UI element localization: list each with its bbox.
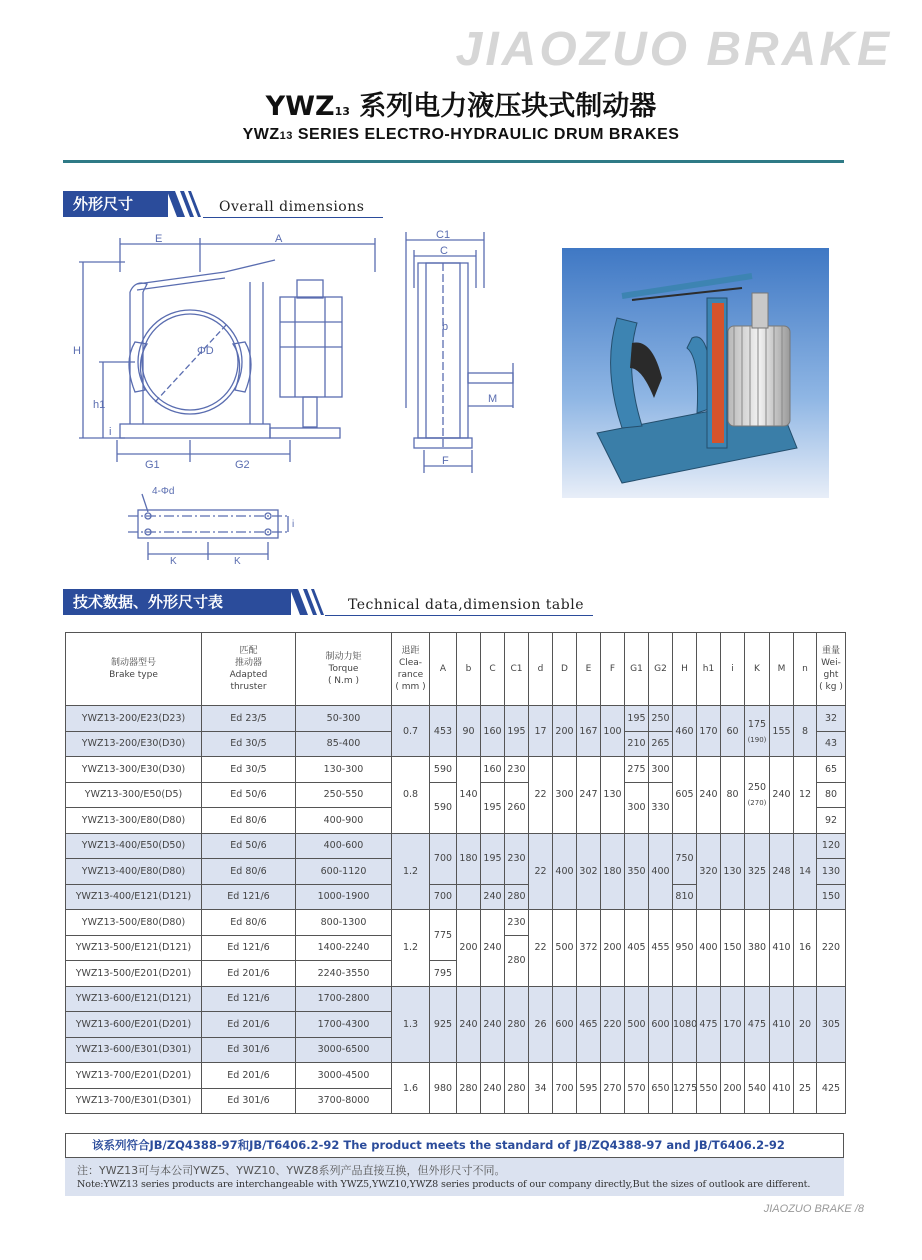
table-cell: 17 (529, 706, 553, 757)
notes-box (65, 1158, 844, 1196)
table-cell: 325 (745, 833, 770, 910)
table-cell: YWZ13-600/E301(D301) (66, 1037, 202, 1063)
table-cell: 20 (794, 986, 817, 1063)
table-cell: 280 (457, 1063, 481, 1114)
dim-label-C1: C1 (436, 229, 451, 241)
header-rule (63, 160, 844, 163)
k-value: 250 (747, 782, 767, 794)
k-alt-value: (270) (747, 799, 767, 808)
table-cell: 150 (721, 910, 745, 987)
table-cell: Ed 201/6 (202, 1012, 296, 1038)
table-cell: 160 (481, 706, 505, 757)
table-cell: 410 (770, 986, 794, 1063)
table-cell: 1.2 (392, 910, 430, 987)
table-cell: YWZ13-400/E121(D121) (66, 884, 202, 910)
table-cell: 2240-3550 (296, 961, 392, 987)
technical-data-table (65, 632, 846, 1114)
section-label-cn: 技术数据、外形尺寸表 (63, 589, 291, 615)
table-cell: 280 (505, 884, 529, 910)
table-cell: 240 (481, 884, 505, 910)
table-cell: 25 (794, 1063, 817, 1114)
table-header-cell: E (577, 633, 601, 706)
table-cell: 475 (697, 986, 721, 1063)
table-cell: 600 (553, 986, 577, 1063)
table-cell: YWZ13-300/E50(D5) (66, 782, 202, 808)
table-cell: 22 (529, 757, 553, 834)
table-cell: 92 (817, 808, 846, 834)
table-cell: 65 (817, 757, 846, 783)
table-cell: YWZ13-400/E50(D50) (66, 833, 202, 859)
table-header-cell: n (794, 633, 817, 706)
table-cell: 85-400 (296, 731, 392, 757)
table-cell: 380 (745, 910, 770, 987)
table-cell: 240 (770, 757, 794, 834)
table-cell: 400 (697, 910, 721, 987)
table-cell: Ed 23/5 (202, 706, 296, 732)
page-footer: JIAOZUO BRAKE /8 (763, 1203, 864, 1215)
table-cell: 372 (577, 910, 601, 987)
table-cell: 500 (625, 986, 649, 1063)
table-cell: 590 (430, 757, 457, 783)
table-cell: 425 (817, 1063, 846, 1114)
table-cell: 26 (529, 986, 553, 1063)
front-view-drawing (75, 232, 375, 472)
table-cell: 550 (697, 1063, 721, 1114)
table-cell: 1700-4300 (296, 1012, 392, 1038)
table-cell: 810 (673, 884, 697, 910)
table-cell: 130-300 (296, 757, 392, 783)
section-label-cn: 外形尺寸 (63, 191, 168, 217)
table-cell: 80 (817, 782, 846, 808)
table-cell: 130 (721, 833, 745, 910)
table-cell: 980 (430, 1063, 457, 1114)
side-view-drawing (396, 228, 526, 478)
table-cell: 240 (697, 757, 721, 834)
section-underline (203, 217, 383, 218)
table-cell: 230 (505, 757, 529, 783)
table-cell: 16 (794, 910, 817, 987)
section-label-en: Technical data,dimension table (348, 597, 585, 613)
dim-label-b: b (442, 321, 449, 333)
table-header-row (66, 633, 846, 706)
table-header-cell: C (481, 633, 505, 706)
table-cell: 90 (457, 706, 481, 757)
table-header-cell: C1 (505, 633, 529, 706)
table-cell: 302 (577, 833, 601, 910)
table-cell: 270 (601, 1063, 625, 1114)
dim-label-holes: 4-Φd (152, 486, 175, 497)
table-cell: 595 (577, 1063, 601, 1114)
table-cell: Ed 201/6 (202, 1063, 296, 1089)
table-cell: 220 (817, 910, 846, 987)
dim-label-G1: G1 (145, 459, 160, 471)
table-cell: 240 (481, 1063, 505, 1114)
table-cell: 130 (601, 757, 625, 834)
table-header-cell: h1 (697, 633, 721, 706)
table-cell: 14 (794, 833, 817, 910)
table-row (66, 833, 846, 859)
table-cell: 34 (529, 1063, 553, 1114)
dim-label-H: H (73, 345, 81, 357)
table-cell: 60 (721, 706, 745, 757)
table-header-cell: 退距 Clea- rance ( mm ) (392, 633, 430, 706)
table-cell: YWZ13-700/E301(D301) (66, 1088, 202, 1114)
table-row (66, 910, 846, 936)
table-cell: YWZ13-500/E121(D121) (66, 935, 202, 961)
table-cell: 3000-4500 (296, 1063, 392, 1089)
table-cell: 1700-2800 (296, 986, 392, 1012)
dim-label-i: i (109, 426, 112, 438)
table-cell: 170 (697, 706, 721, 757)
table-cell: 43 (817, 731, 846, 757)
table-cell: 100 (601, 706, 625, 757)
table-cell: Ed 80/6 (202, 808, 296, 834)
table-cell: 795 (430, 961, 457, 987)
table-header-cell: F (601, 633, 625, 706)
table-cell (745, 706, 770, 757)
table-header-cell: 重量 Wei- ght ( kg ) (817, 633, 846, 706)
table-cell: 240 (481, 986, 505, 1063)
table-cell: 200 (553, 706, 577, 757)
table-cell: 250-550 (296, 782, 392, 808)
table-cell: 400-900 (296, 808, 392, 834)
table-cell: 195 (505, 706, 529, 757)
standard-note: 该系列符合JB/ZQ4388-97和JB/T6406.2-92 The product meets the standard of JB/ZQ4388-97 and JB/T6406.2-92 (65, 1133, 844, 1158)
section-underline (325, 615, 593, 616)
table-cell: 250 (649, 706, 673, 732)
table-cell: 80 (721, 757, 745, 834)
table-cell: 200 (601, 910, 625, 987)
table-cell: Ed 50/6 (202, 833, 296, 859)
dim-label-h1: h1 (93, 399, 106, 411)
table-cell: 247 (577, 757, 601, 834)
table-cell: 195 (625, 706, 649, 732)
table-cell: 1000-1900 (296, 884, 392, 910)
table-cell: Ed 121/6 (202, 986, 296, 1012)
table-cell: 540 (745, 1063, 770, 1114)
table-cell: Ed 201/6 (202, 961, 296, 987)
table-cell: 455 (649, 910, 673, 987)
table-cell: 350 (625, 833, 649, 910)
table-cell: 475 (745, 986, 770, 1063)
table-cell: 150 (817, 884, 846, 910)
table-cell: 320 (697, 833, 721, 910)
table-cell: 167 (577, 706, 601, 757)
table-cell: 200 (457, 910, 481, 987)
table-cell: 1.3 (392, 986, 430, 1063)
table-cell: 600-1120 (296, 859, 392, 885)
table-cell: YWZ13-200/E23(D23) (66, 706, 202, 732)
table-cell: 925 (430, 986, 457, 1063)
table-cell: 180 (601, 833, 625, 910)
table-cell: 230 (505, 833, 529, 884)
k-alt-value: (190) (747, 735, 767, 744)
table-cell: 700 (430, 884, 457, 910)
table-cell: YWZ13-500/E201(D201) (66, 961, 202, 987)
table-cell: 465 (577, 986, 601, 1063)
table-cell: 0.7 (392, 706, 430, 757)
table-cell: 275 (625, 757, 649, 783)
dim-label-K-left: K (170, 556, 177, 567)
table-cell: 210 (625, 731, 649, 757)
table-cell: 650 (649, 1063, 673, 1114)
table-header-cell: M (770, 633, 794, 706)
table-cell: 0.8 (392, 757, 430, 834)
table-cell: 775 (430, 910, 457, 961)
base-hole-drawing (118, 482, 308, 566)
section-slashes-icon (167, 191, 207, 217)
table-row (66, 1063, 846, 1089)
table-header-cell: K (745, 633, 770, 706)
table-cell: 170 (721, 986, 745, 1063)
table-cell: 155 (770, 706, 794, 757)
table-cell: 300 (625, 782, 649, 833)
table-row (66, 986, 846, 1012)
table-cell: 460 (673, 706, 697, 757)
table-cell: 280 (505, 935, 529, 986)
table-cell: 400 (553, 833, 577, 910)
table-cell: 240 (457, 986, 481, 1063)
dim-label-C: C (440, 245, 448, 257)
table-cell: 140 (457, 757, 481, 834)
table-cell: YWZ13-700/E201(D201) (66, 1063, 202, 1089)
dim-label-E: E (155, 233, 163, 245)
table-cell: 1080 (673, 986, 697, 1063)
table-header-cell: G1 (625, 633, 649, 706)
table-cell: Ed 80/6 (202, 859, 296, 885)
table-header-cell: 匹配 推动器 Adapted thruster (202, 633, 296, 706)
table-header-cell: H (673, 633, 697, 706)
table-cell: YWZ13-300/E80(D80) (66, 808, 202, 834)
table-cell: 230 (505, 910, 529, 936)
table-cell: 600 (649, 986, 673, 1063)
dim-label-G2: G2 (235, 459, 250, 471)
note-en: Note:YWZ13 series products are interchangeable with YWZ5,YWZ10,YWZ8 series products of our company directly,But the sizes of outlook are different. (77, 1179, 811, 1190)
table-cell: 410 (770, 910, 794, 987)
table-cell: 1.6 (392, 1063, 430, 1114)
table-cell: Ed 30/5 (202, 757, 296, 783)
table-cell: 195 (481, 833, 505, 884)
table-cell: Ed 301/6 (202, 1037, 296, 1063)
table-cell: 605 (673, 757, 697, 834)
table-cell: 405 (625, 910, 649, 987)
table-header-cell: 制动器型号 Brake type (66, 633, 202, 706)
table-cell: 1.2 (392, 833, 430, 910)
table-cell: 570 (625, 1063, 649, 1114)
table-cell: 12 (794, 757, 817, 834)
dim-label-A: A (275, 233, 283, 245)
product-photo (562, 248, 829, 498)
table-cell: 240 (481, 910, 505, 987)
section-overall-dimensions (63, 191, 383, 217)
table-cell: 248 (770, 833, 794, 910)
page-title-en: YWZ13 SERIES ELECTRO-HYDRAULIC DRUM BRAKES (242, 126, 680, 143)
table-header-cell: i (721, 633, 745, 706)
table-cell (457, 884, 481, 910)
table-row (66, 706, 846, 732)
table-cell: YWZ13-600/E121(D121) (66, 986, 202, 1012)
table-cell: Ed 121/6 (202, 935, 296, 961)
dim-label-D: ΦD (197, 345, 214, 357)
table-cell: 195 (481, 782, 505, 833)
table-cell: 50-300 (296, 706, 392, 732)
table-cell: YWZ13-300/E30(D30) (66, 757, 202, 783)
table-cell: 1400-2240 (296, 935, 392, 961)
table-cell: 500 (553, 910, 577, 987)
note-cn: 注：YWZ13可与本公司YWZ5、YWZ10、YWZ8系列产品直接互换，但外形尺寸不同。 (77, 1164, 506, 1177)
table-cell: 160 (481, 757, 505, 783)
table-cell: YWZ13-600/E201(D201) (66, 1012, 202, 1038)
table-cell: 1275 (673, 1063, 697, 1114)
section-technical-data (63, 589, 593, 615)
table-cell: 305 (817, 986, 846, 1063)
table-cell: Ed 50/6 (202, 782, 296, 808)
table-cell: 300 (649, 757, 673, 783)
table-cell: 120 (817, 833, 846, 859)
table-cell: 400-600 (296, 833, 392, 859)
table-header-cell: d (529, 633, 553, 706)
table-cell: Ed 80/6 (202, 910, 296, 936)
dim-label-i-small: i (292, 519, 295, 530)
section-slashes-icon (290, 589, 330, 615)
table-row (66, 757, 846, 783)
table-cell: 22 (529, 833, 553, 910)
table-header-cell: D (553, 633, 577, 706)
table-cell: 22 (529, 910, 553, 987)
dim-label-M: M (488, 393, 498, 405)
k-value: 175 (747, 718, 767, 730)
table-cell: 3000-6500 (296, 1037, 392, 1063)
table-cell: Ed 121/6 (202, 884, 296, 910)
table-header-cell: A (430, 633, 457, 706)
table-cell: 300 (553, 757, 577, 834)
dim-label-K-right: K (234, 556, 241, 567)
table-cell: 800-1300 (296, 910, 392, 936)
table-cell: 700 (553, 1063, 577, 1114)
table-cell: 3700-8000 (296, 1088, 392, 1114)
table-cell: 130 (817, 859, 846, 885)
table-cell: YWZ13-400/E80(D80) (66, 859, 202, 885)
table-cell: 400 (649, 833, 673, 910)
brand-watermark: JIAOZUO BRAKE (455, 23, 892, 76)
table-cell: 8 (794, 706, 817, 757)
table-cell (745, 757, 770, 834)
dim-label-F: F (442, 455, 449, 467)
table-header-cell: G2 (649, 633, 673, 706)
table-cell: Ed 301/6 (202, 1088, 296, 1114)
table-cell: 200 (721, 1063, 745, 1114)
table-cell: YWZ13-200/E30(D30) (66, 731, 202, 757)
table-cell: 330 (649, 782, 673, 833)
table-cell: 180 (457, 833, 481, 884)
table-cell: 260 (505, 782, 529, 833)
table-cell: 280 (505, 1063, 529, 1114)
table-header-cell: b (457, 633, 481, 706)
table-cell: 453 (430, 706, 457, 757)
page-title-cn: YWZ13 系列电力液压块式制动器 (265, 91, 657, 122)
table-cell: 700 (430, 833, 457, 884)
table-cell: 280 (505, 986, 529, 1063)
section-label-en: Overall dimensions (219, 199, 365, 215)
table-cell: 950 (673, 910, 697, 987)
table-cell: 265 (649, 731, 673, 757)
table-cell: YWZ13-500/E80(D80) (66, 910, 202, 936)
table-cell: Ed 30/5 (202, 731, 296, 757)
table-header-cell: 制动力矩 Torque ( N.m ) (296, 633, 392, 706)
table-cell: 32 (817, 706, 846, 732)
table-cell: 410 (770, 1063, 794, 1114)
table-cell: 750 (673, 833, 697, 884)
table-cell: 590 (430, 782, 457, 833)
table-cell: 220 (601, 986, 625, 1063)
